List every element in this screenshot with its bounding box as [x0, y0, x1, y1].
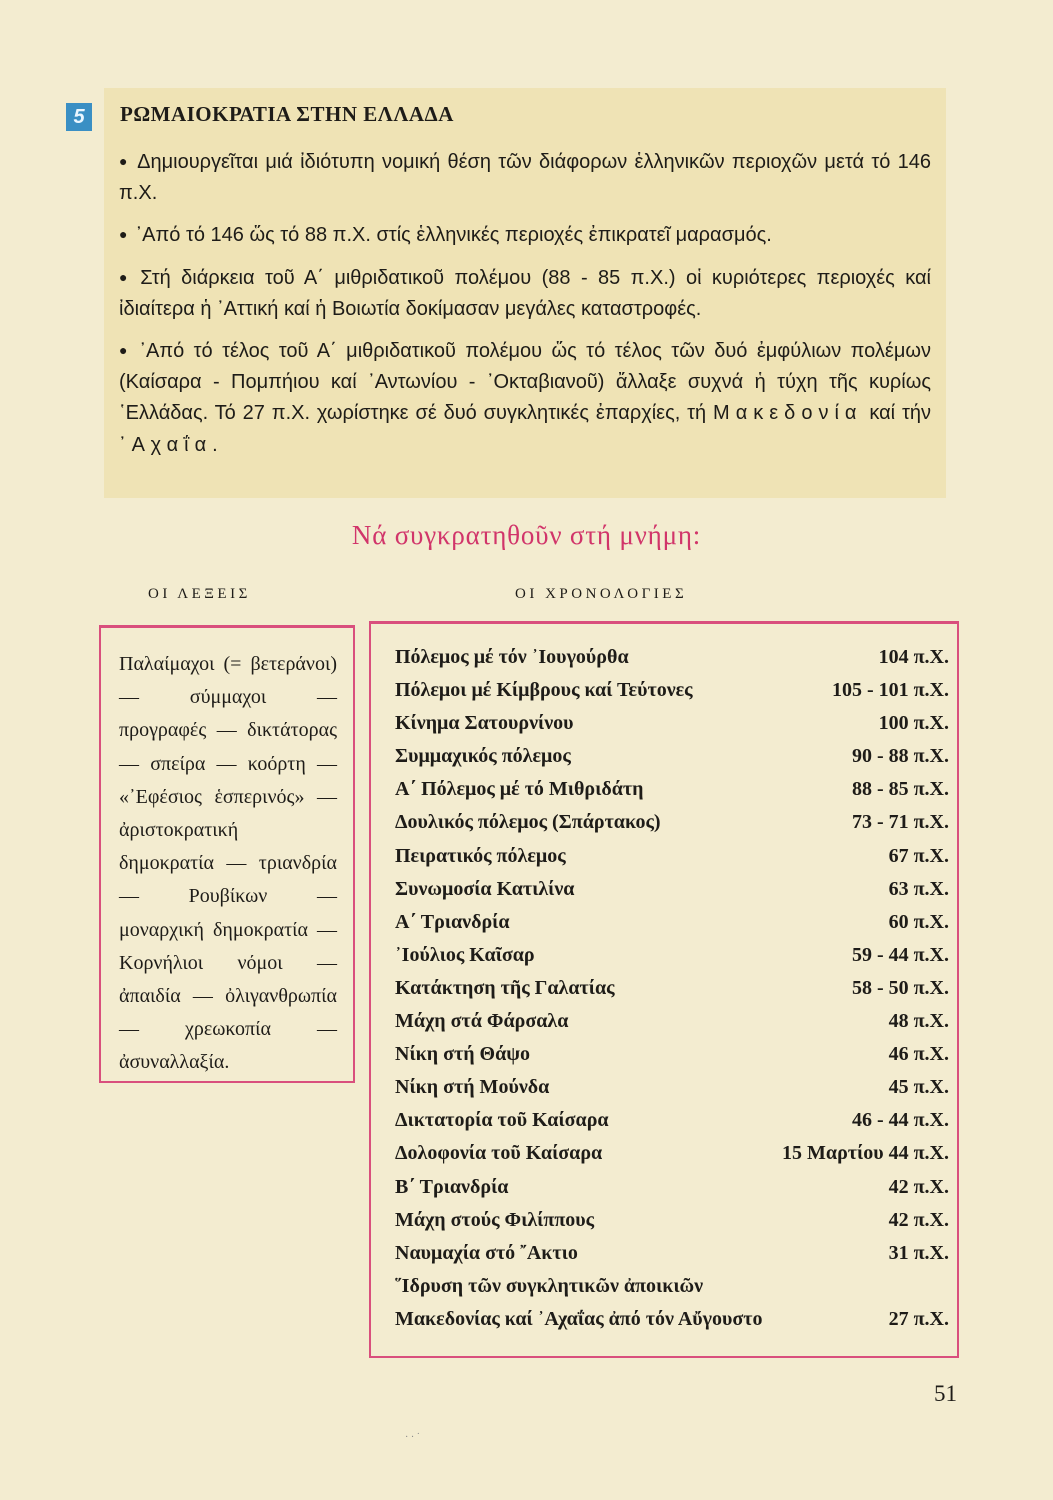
chronology-row — [395, 675, 949, 708]
emphasis-macedonia: Μακεδονία — [713, 402, 863, 425]
chronology-event: Συνωμοσία Κατιλίνα — [395, 877, 575, 900]
chronology-date: 88 - 85 π.Χ. — [851, 778, 949, 801]
chronology-event: Κατάκτηση τῆς Γαλατίας — [395, 976, 615, 999]
chronology-event: Νίκη στή Θάψο — [395, 1043, 531, 1066]
chronology-row — [395, 741, 949, 774]
chronology-date: 46 π.Χ. — [888, 1043, 949, 1066]
chronology-event: Μάχη στούς Φιλίππους — [395, 1208, 595, 1231]
chronology-row — [395, 642, 949, 675]
words-list: Παλαίμαχοι (= βετεράνοι) — σύμμαχοι — προγραφές — δικτάτορας — σπείρα — κοόρτη — «᾿Εφέσιος ἑσπερινός» — ἀριστοκρατική δημοκρατία — τριανδρία — Ρουβίκων — μοναρχική δημοκρατία — Κορνήλιοι νόμοι — ἀπαιδία — ὀλιγανθρωπία — χρεωκοπία — ἀσυναλλαξία. — [119, 653, 337, 1074]
chronology-row — [395, 1105, 949, 1138]
page-number: 51 — [934, 1381, 957, 1406]
chronology-date: 31 π.Χ. — [888, 1241, 949, 1264]
bullet-item — [119, 146, 931, 209]
chronology-event: Πόλεμος μέ τόν ᾿Ιουγούρθα — [395, 646, 629, 668]
dates-heading: ΟΙ ΧΡΟΝΟΛΟΓΙΕΣ — [515, 586, 688, 602]
dates-box — [369, 621, 959, 1358]
chronology-event: Πόλεμοι μέ Κίμβρους καί Τεύτονες — [395, 679, 693, 702]
chronology-date: 63 π.Χ. — [888, 877, 949, 900]
bullet-dot-icon: ● — [119, 268, 133, 285]
chronology-event: ᾿Ιούλιος Καῖσαρ — [395, 943, 535, 966]
bullet-text: Δημιουργεῖται μιά ἰδιότυπη νομική θέση τῶν διάφορων ἑλληνικῶν περιοχῶν μετά τό 146 π.Χ. — [119, 151, 931, 205]
section-number-badge: 5 — [66, 103, 92, 131]
remember-heading: Νά συγκρατηθοῦν στή μνήμη: — [351, 520, 702, 550]
chronology-row — [395, 774, 949, 807]
chronology-row — [395, 1039, 949, 1072]
bullet-dot-icon: ● — [119, 226, 128, 243]
chronology-date: 104 π.Χ. — [878, 646, 949, 668]
chronology-row — [395, 1172, 949, 1205]
chronology-date: 60 π.Χ. — [888, 910, 949, 933]
chronology-row — [395, 940, 949, 973]
chronology-event: Δικτατορία τοῦ Καίσαρα — [395, 1109, 609, 1132]
chronology-date: 73 - 71 π.Χ. — [851, 811, 949, 834]
chronology-row — [395, 1205, 949, 1238]
chronology-row — [395, 907, 949, 940]
words-box — [99, 625, 355, 1083]
chronology-event: Μάχη στά Φάρσαλα — [395, 1010, 569, 1033]
chronology-event: Δολοφονία τοῦ Καίσαρα — [395, 1142, 603, 1165]
chronology-date: 48 π.Χ. — [888, 1010, 949, 1033]
chronology-row — [395, 1271, 949, 1304]
chronology-event: Κίνημα Σατουρνίνου — [395, 712, 574, 735]
chronology-event: Ναυμαχία στό ῎Ακτιο — [395, 1241, 578, 1264]
chronology-date: 27 π.Χ. — [888, 1307, 949, 1330]
chronology-event: Συμμαχικός πόλεμος — [395, 745, 571, 768]
bullet-text: ᾿Από τό τέλος τοῦ Α΄ μιθριδατικοῦ πολέμου ὥς τό τέλος τῶν δυό ἐμφύλιων πολέμων (Καίσαρα - Πομπήιου καί ᾿Αντωνίου - ᾿Οκταβιανοῦ) ἄλλαξε συχνά ἡ τύχη τῆς κυρίως ῾Ελλάδας. Τό 27 π.Χ. χωρίστηκε σέ δυό συγκλητικές ἐπαρχίες, τή — [119, 340, 931, 425]
chronology-row — [395, 874, 949, 907]
bullet-text: ᾿Από τό 146 ὥς τό 88 π.Χ. στίς ἑλληνικές περιοχές ἐπικρατεῖ μαρασμός. — [135, 224, 772, 247]
chronology-date: 42 π.Χ. — [888, 1208, 949, 1231]
chronology-date: 105 - 101 π.Χ. — [831, 679, 949, 702]
chronology-row — [395, 1304, 949, 1337]
emphasis-achaia: ᾿Αχαΐα — [119, 433, 213, 456]
bullet-dot-icon: ● — [119, 153, 130, 169]
chronology-event: Α΄ Πόλεμος μέ τό Μιθριδάτη — [395, 778, 644, 801]
summary-bullets — [119, 146, 931, 471]
chronology-date: 100 π.Χ. — [878, 712, 949, 735]
chronology-date: 58 - 50 π.Χ. — [851, 976, 949, 999]
chronology-event: Δουλικός πόλεμος (Σπάρτακος) — [395, 811, 661, 834]
words-heading: ΟΙ ΛΕΞΕΙΣ — [148, 586, 251, 602]
chronology-row — [395, 708, 949, 741]
chronology-row — [395, 973, 949, 1006]
bullet-item — [119, 335, 931, 461]
chronology-date: 15 Μαρτίου 44 π.Χ. — [782, 1142, 949, 1165]
chronology-row — [395, 807, 949, 840]
bullet-text: Στή διάρκεια τοῦ Α΄ μιθριδατικοῦ πολέμου (88 - 85 π.Χ.) οἱ κυριότερες περιοχές καί ἰδιαίτερα ἡ ᾿Αττική καί ἡ Βοιωτία δοκίμασαν μεγάλες καταστροφές. — [119, 266, 931, 320]
chronology-event: Μακεδονίας καί ᾿Αχαΐας ἀπό τόν Αὔγουστο — [395, 1307, 763, 1330]
chronology-date: 59 - 44 π.Χ. — [851, 943, 949, 966]
chronology-row — [395, 841, 949, 874]
chronology-date: 90 - 88 π.Χ. — [851, 745, 949, 768]
dates-table — [395, 642, 949, 1337]
chronology-event: Νίκη στή Μούνδα — [395, 1076, 550, 1099]
chronology-event: ῞Ιδρυση τῶν συγκλητικῶν ἀποικιῶν — [395, 1274, 704, 1297]
chronology-date: 42 π.Χ. — [888, 1175, 949, 1198]
chronology-row — [395, 1072, 949, 1105]
chronology-date: 67 π.Χ. — [888, 844, 949, 867]
chronology-event: Πειρατικός πόλεμος — [395, 844, 566, 867]
chronology-row — [395, 1238, 949, 1271]
chronology-date: 46 - 44 π.Χ. — [851, 1109, 949, 1132]
chronology-row — [395, 1006, 949, 1039]
chronology-date: 45 π.Χ. — [888, 1076, 949, 1099]
bullet-item — [119, 262, 931, 325]
bullet-text-end: . — [212, 433, 218, 456]
chronology-row — [395, 1138, 949, 1171]
bullet-dot-icon: ● — [119, 342, 132, 359]
bullet-text-mid: καί τήν — [869, 402, 931, 425]
chronology-event: Α΄ Τριανδρία — [395, 910, 510, 933]
print-speck: · · ˙ — [405, 1432, 420, 1443]
chronology-event: Β΄ Τριανδρία — [395, 1175, 509, 1198]
section-title: ΡΩΜΑΙΟΚΡΑΤΙΑ ΣΤΗΝ ΕΛΛΑΔΑ — [120, 102, 454, 126]
bullet-item — [119, 219, 931, 251]
